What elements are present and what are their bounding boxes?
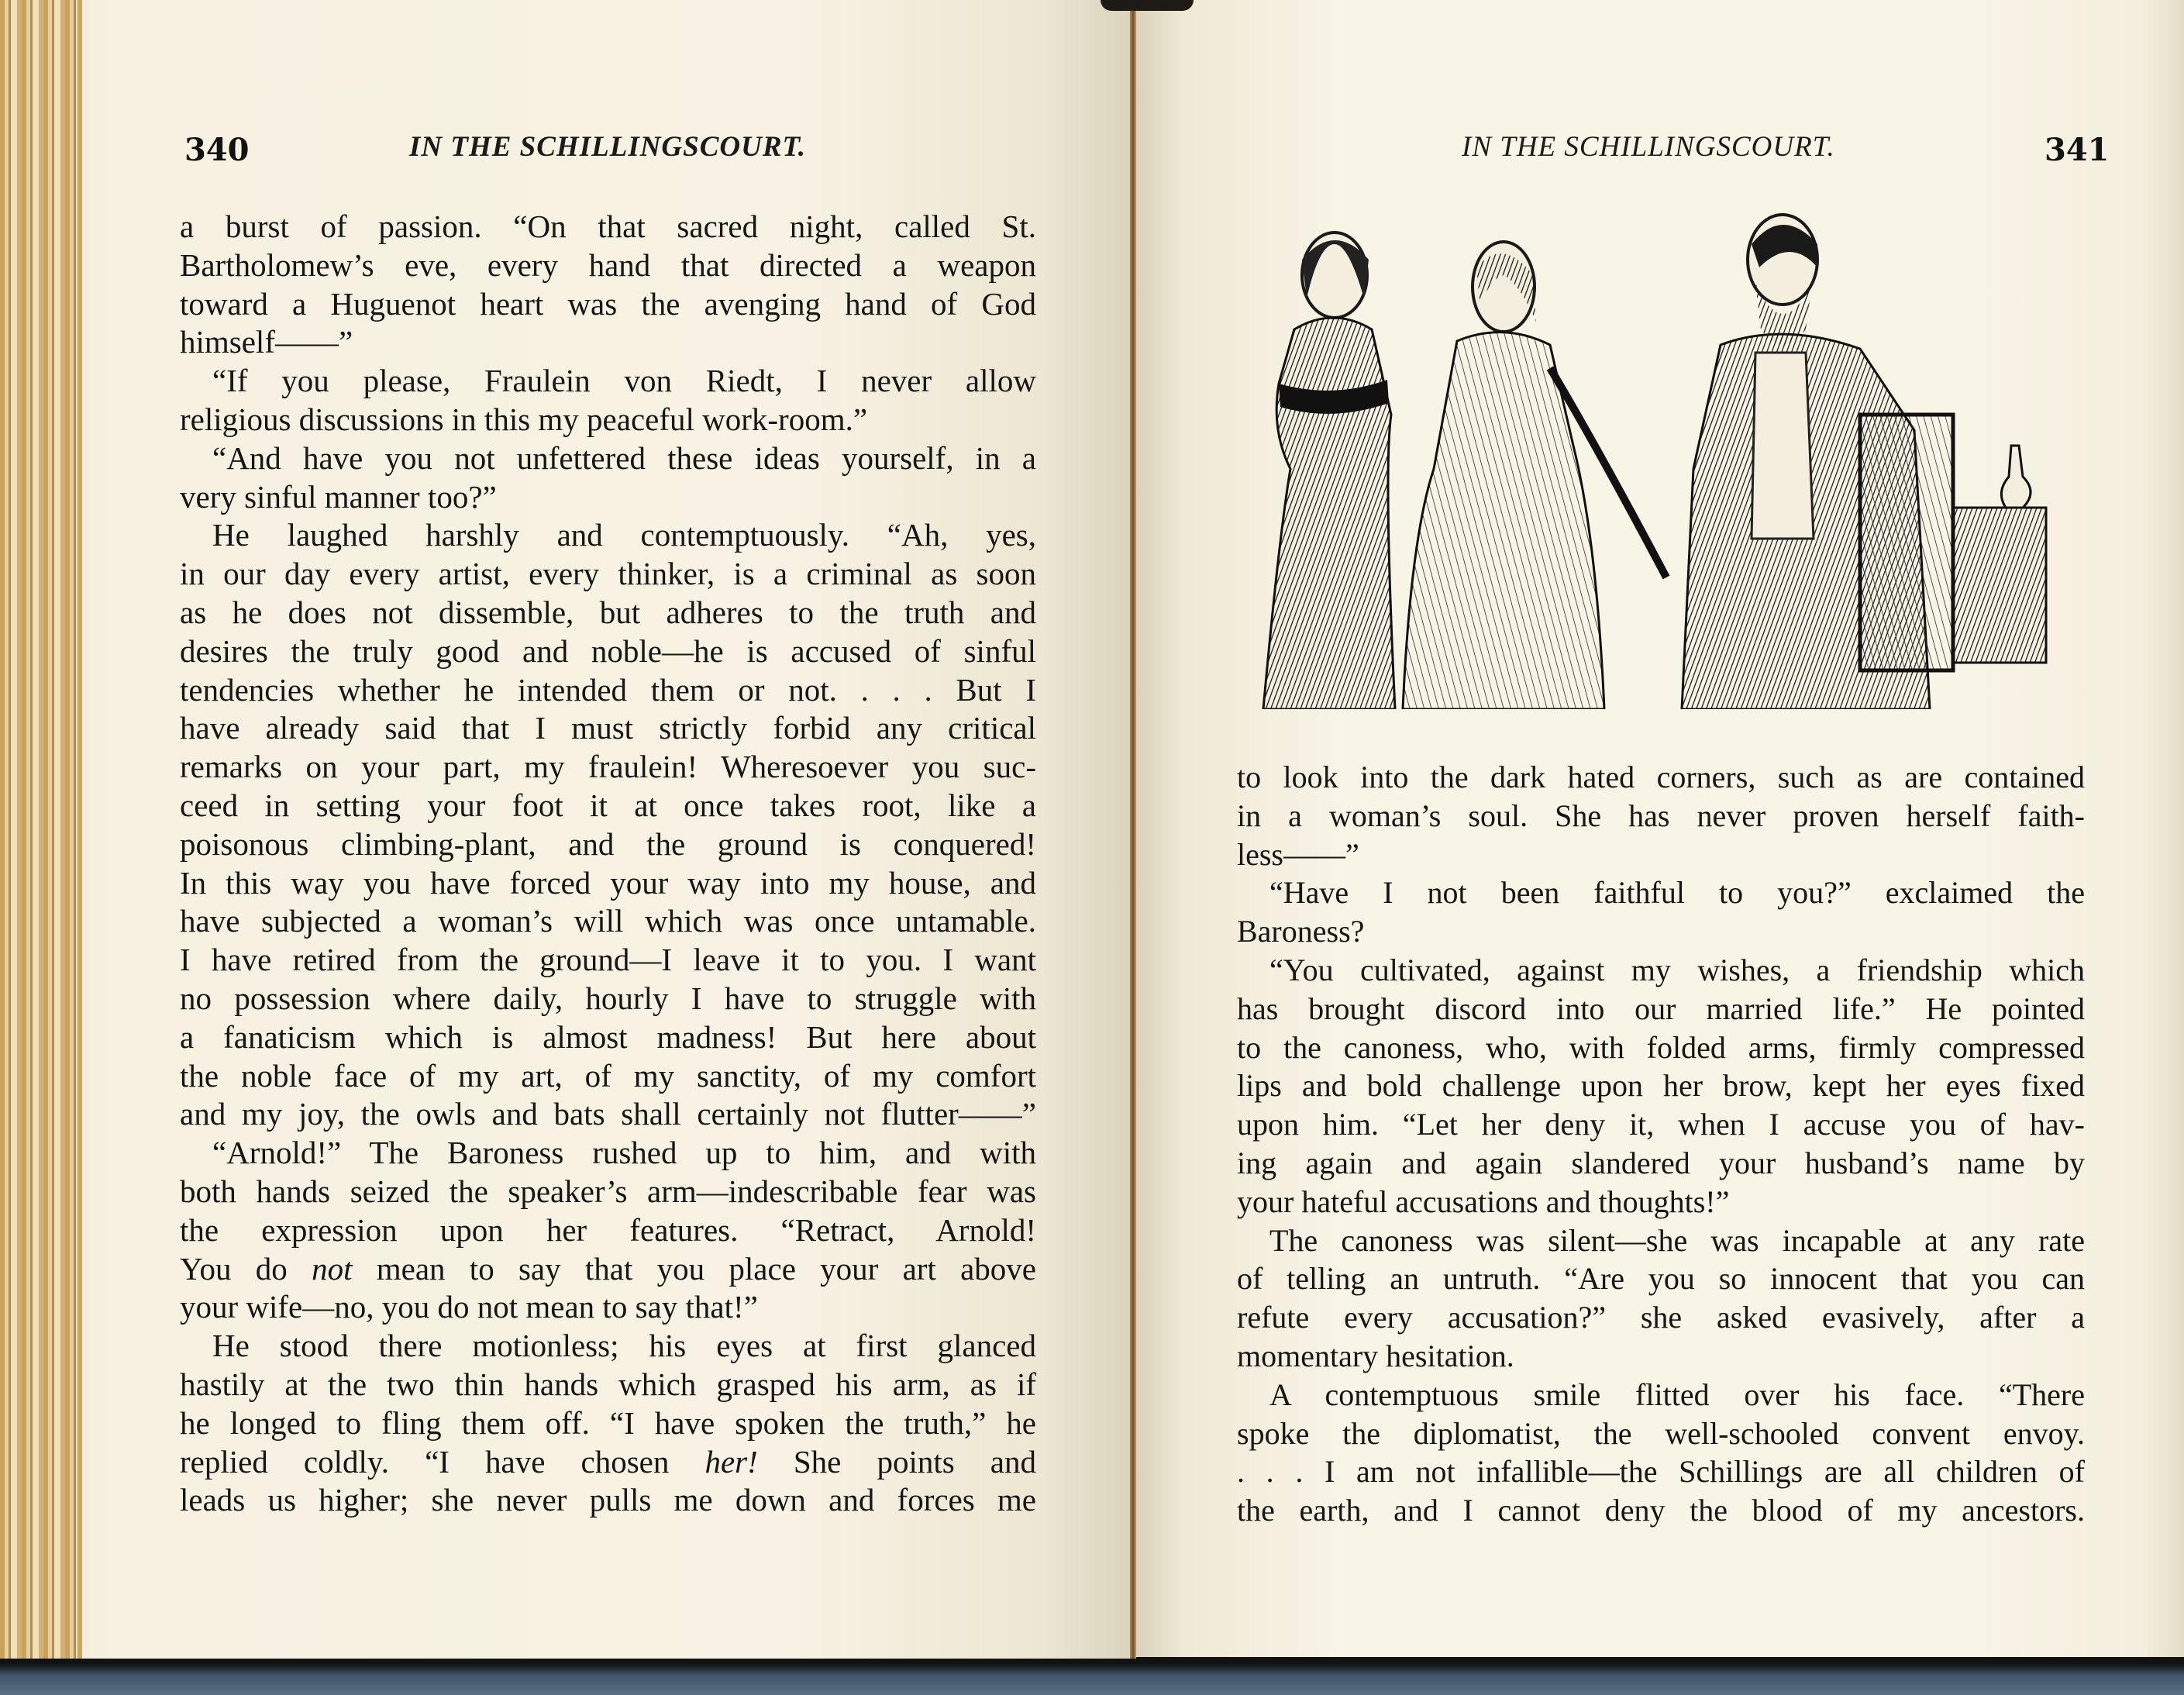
- text-line: hastily at the two thin hands which grasped his arm, as if: [180, 1366, 1036, 1402]
- text-line: leads us higher; she never pulls me down and forces me: [180, 1482, 1036, 1518]
- right-text-block: [1237, 758, 2085, 1530]
- text-segment: She points and: [757, 1443, 1036, 1480]
- running-head-right: IN THE SCHILLINGSCOURT.: [1462, 131, 1835, 163]
- text-line: lips and bold challenge upon her brow, kept her eyes fixed: [1237, 1068, 2085, 1104]
- text-line: and my joy, the owls and bats shall certainly not flutter——”: [180, 1096, 1036, 1132]
- text-line: in a woman’s soul. She has never proven herself faith-: [1237, 798, 2085, 833]
- text-line: spoke the diplomatist, the well-schooled convent envoy.: [1237, 1415, 2085, 1451]
- running-head-left: IN THE SCHILLINGSCOURT.: [409, 131, 806, 163]
- figure-baroness: [1403, 242, 1666, 709]
- text-line: tendencies whether he intended them or not. . . . But I: [180, 671, 1036, 708]
- text-line: very sinful manner too?”: [180, 478, 497, 515]
- text-line: himself——”: [180, 324, 353, 360]
- illustration-engraving: [1248, 213, 2062, 709]
- text-line: “Arnold!” The Baroness rushed up to him, and with: [212, 1135, 1036, 1171]
- text-line: . . . I am not infallible—the Schillings are all children of: [1237, 1454, 2085, 1490]
- text-line: in our day every artist, every thinker, is a criminal as soon: [180, 556, 1036, 592]
- text-line: to the canoness, who, with folded arms, firmly compressed: [1237, 1029, 2085, 1065]
- text-line: “And have you not unfettered these ideas yourself, in a: [212, 439, 1036, 476]
- text-line: He laughed harshly and contemptuously. “Ah, yes,: [212, 517, 1036, 553]
- text-line: In this way you have forced your way into my house, and: [180, 864, 1036, 901]
- text-line: Baroness?: [1237, 914, 1365, 949]
- text-line: [180, 1250, 1036, 1289]
- text-line: desires the truly good and noble—he is accused of sinful: [180, 632, 1036, 669]
- page-number-left: 340: [184, 132, 250, 168]
- text-line: ceed in setting your foot it at once takes root, like a: [180, 787, 1036, 823]
- text-line: the expression upon her features. “Retract, Arnold!: [180, 1211, 1036, 1248]
- text-line: I have retired from the ground—I leave it to you. I want: [180, 942, 1036, 978]
- figure-canoness: [1263, 233, 1395, 709]
- text-line: ing again and again slandered your husband’s name by: [1237, 1145, 2085, 1180]
- text-line: both hands seized the speaker’s arm—indescribable fear was: [180, 1173, 1036, 1209]
- text-line: no possession where daily, hourly I have to struggle with: [180, 980, 1036, 1016]
- text-line: less——”: [1237, 836, 1359, 872]
- italic-word: her!: [704, 1443, 758, 1480]
- text-line: the earth, and I cannot deny the blood of my ancestors.: [1237, 1493, 2085, 1528]
- text-segment: mean to say that you place your art above: [352, 1250, 1036, 1287]
- text-line: “You cultivated, against my wishes, a friendship which: [1269, 952, 2085, 987]
- text-line: upon him. “Let her deny it, when I accuse you of hav-: [1237, 1107, 2085, 1142]
- left-text-block: [180, 208, 1036, 1520]
- text-line: has brought discord into our married life.” He pointed: [1237, 990, 2085, 1026]
- text-line: Bartholomew’s eve, every hand that directed a weapon: [180, 246, 1036, 283]
- chair-and-table: [1860, 415, 2046, 670]
- text-line: remarks on your part, my fraulein! Wheresoever you suc-: [180, 749, 1036, 785]
- text-segment: You do: [180, 1250, 312, 1287]
- text-line: a fanaticism which is almost madness! But here about: [180, 1018, 1036, 1055]
- text-line: toward a Huguenot heart was the avenging hand of God: [180, 285, 1036, 322]
- spine-shadow: [1101, 0, 1194, 11]
- text-line: the noble face of my art, of my sanctity, of my comfort: [180, 1057, 1036, 1094]
- text-line: momentary hesitation.: [1237, 1338, 1514, 1373]
- book-gutter: [1130, 0, 1136, 1659]
- text-line: have already said that I must strictly forbid any critical: [180, 710, 1036, 746]
- page-number-right: 341: [2044, 132, 2110, 168]
- text-line: a burst of passion. “On that sacred night, called St.: [180, 208, 1036, 244]
- text-segment: replied coldly. “I have chosen: [180, 1443, 705, 1480]
- text-line: your wife—no, you do not mean to say that!”: [180, 1289, 758, 1325]
- page-edges: [0, 0, 81, 1659]
- text-line: to look into the dark hated corners, such as are contained: [1237, 760, 2085, 794]
- text-line: The canoness was silent—she was incapable at any rate: [1269, 1222, 2085, 1258]
- text-line: A contemptuous smile flitted over his face. “There: [1269, 1376, 2085, 1412]
- text-line: “Have I not been faithful to you?” exclaimed the: [1269, 875, 2085, 911]
- text-line: poisonous climbing-plant, and the ground is conquered!: [180, 825, 1036, 862]
- text-line: [180, 1443, 1036, 1482]
- italic-word: not: [312, 1250, 353, 1287]
- text-line: have subjected a woman’s will which was once untamable.: [180, 903, 1036, 939]
- text-line: of telling an untruth. “Are you so innocent that you can: [1237, 1261, 2085, 1297]
- text-line: religious discussions in this my peaceful work-room.”: [180, 401, 868, 437]
- text-line: as he does not dissemble, but adheres to the truth and: [180, 594, 1036, 630]
- text-line: he longed to fling them off. “I have spoken the truth,” he: [180, 1404, 1036, 1441]
- text-line: refute every accusation?” she asked evasively, after a: [1237, 1300, 2085, 1335]
- text-line: He stood there motionless; his eyes at first glanced: [212, 1328, 1036, 1364]
- text-line: “If you please, Fraulein von Riedt, I never allow: [212, 363, 1036, 399]
- text-line: your hateful accusations and thoughts!”: [1237, 1183, 1730, 1219]
